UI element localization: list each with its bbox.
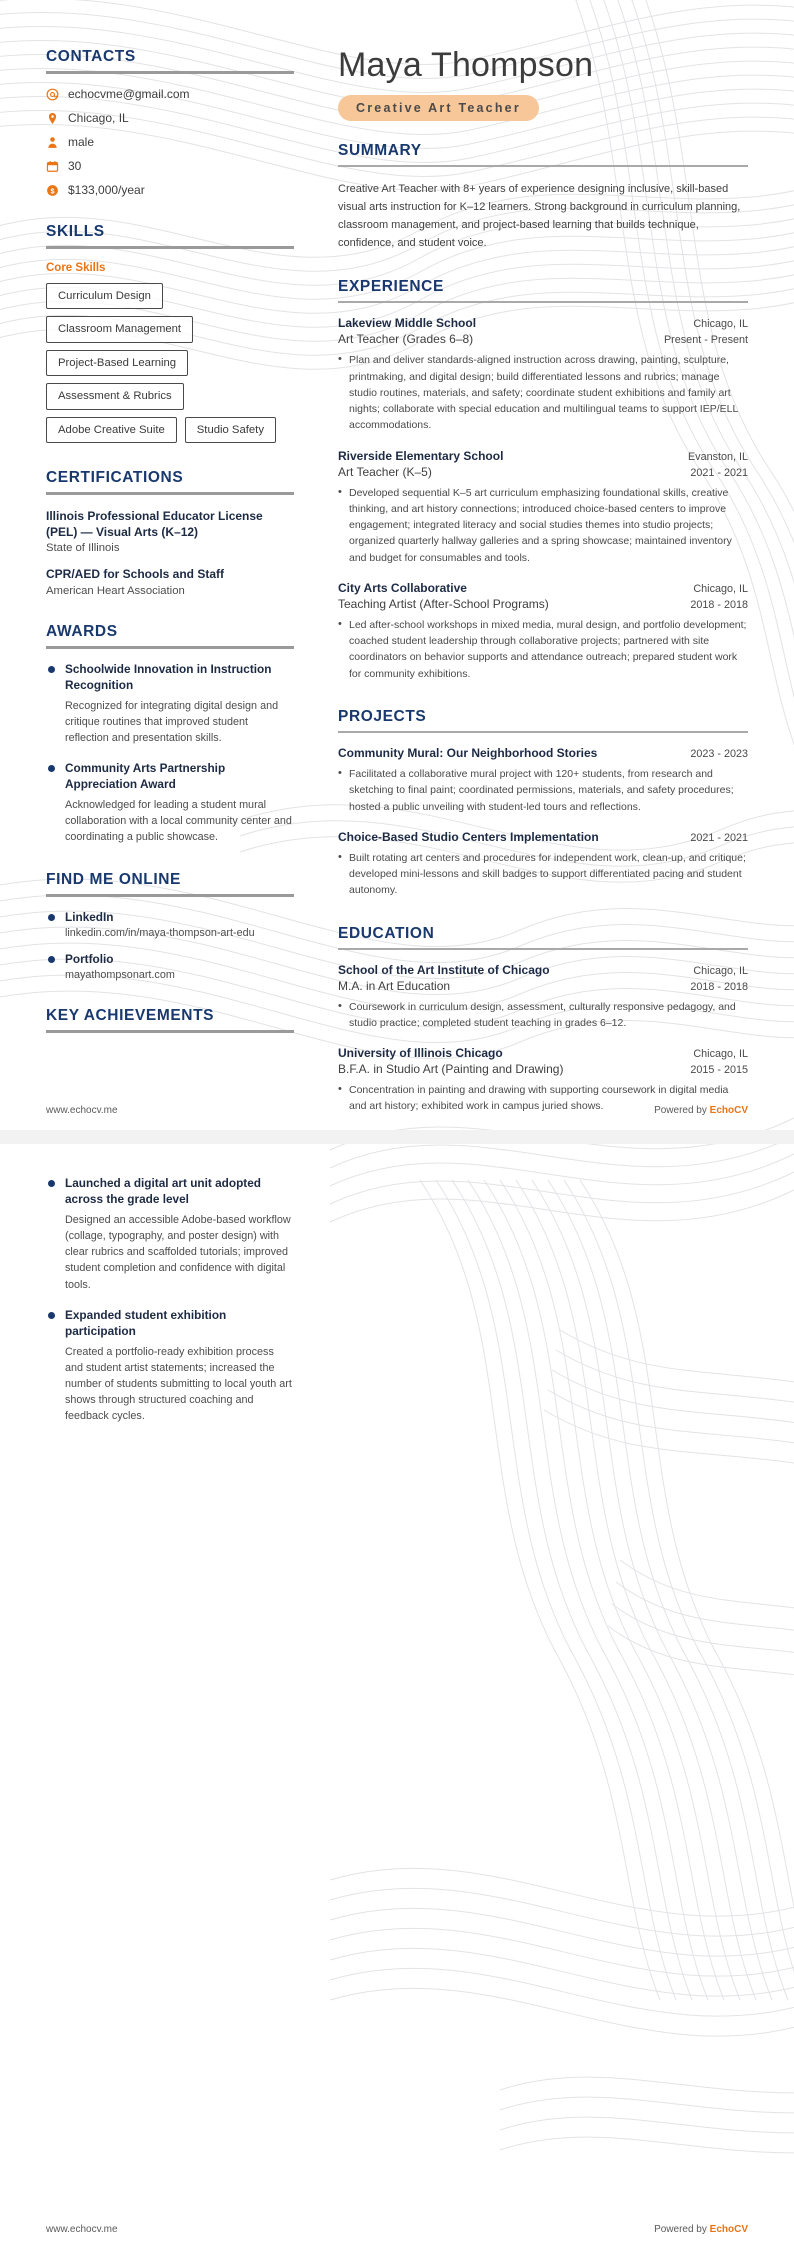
- projects-heading: PROJECTS: [338, 707, 427, 725]
- project-bullet: • Facilitated a collaborative mural project with 120+ students, from research and sketching to final paint; coordinated permissions, materials, and safety procedures; hosted a public unveiling with student-led tours and reflections.: [338, 766, 748, 815]
- experience-role: Art Teacher (K–5): [338, 464, 432, 479]
- key-achievement-title: Launched a digital art unit adopted across the grade level: [65, 1176, 261, 1206]
- contacts-section: [46, 48, 294, 197]
- experience-location: Chicago, IL: [693, 318, 748, 331]
- awards-section: [46, 623, 294, 846]
- project-date: 2023 - 2023: [690, 747, 748, 760]
- experience-bullets: [338, 352, 748, 433]
- certification-name: CPR/AED for Schools and Staff: [46, 567, 225, 582]
- experience-heading: EXPERIENCE: [338, 278, 444, 296]
- skill-tag[interactable]: Classroom Management: [46, 316, 193, 342]
- find-me-online-heading: FIND ME ONLINE: [46, 871, 181, 889]
- certification-item: [46, 566, 294, 596]
- key-achievement-item: [46, 1308, 294, 1425]
- education-heading: EDUCATION: [338, 924, 435, 942]
- contact-gender-value: male: [68, 135, 95, 149]
- education-bullets: [338, 999, 748, 1032]
- experience-entry: [338, 449, 748, 566]
- online-profile-name: LinkedIn: [65, 910, 114, 925]
- education-school: School of the Art Institute of Chicago: [338, 962, 550, 977]
- award-title: Schoolwide Innovation in Instruction Recognition: [65, 661, 272, 692]
- skills-heading: SKILLS: [46, 223, 105, 240]
- summary-heading: SUMMARY: [338, 141, 422, 159]
- location-pin-icon: [46, 112, 59, 125]
- education-date: 2018 - 2018: [690, 980, 748, 993]
- footer-powered-by: [654, 1105, 748, 1116]
- footer-powered-prefix: Powered by: [654, 1105, 710, 1116]
- certification-name: Illinois Professional Educator License (PEL) — Visual Arts (K–12): [46, 509, 263, 540]
- education-school: University of Illinois Chicago: [338, 1046, 503, 1061]
- bullet-dot-icon: [48, 1180, 55, 1187]
- contacts-heading: CONTACTS: [46, 48, 136, 65]
- summary-section: [338, 142, 748, 253]
- certification-org: State of Illinois: [46, 542, 120, 555]
- section-divider: [46, 646, 294, 649]
- footer-powered-prefix: Powered by: [654, 2224, 710, 2235]
- bullet-dot-icon: [48, 1312, 55, 1319]
- experience-date: 2021 - 2021: [690, 466, 748, 479]
- page-title: Maya Thompson: [338, 46, 594, 84]
- certification-item: [46, 508, 294, 554]
- salary-coin-icon: [46, 184, 59, 197]
- award-description: Acknowledged for leading a student mural collaboration with a local community center and coordinating a public showcase.: [65, 798, 292, 844]
- experience-bullet: • Plan and deliver standards-aligned instruction across drawing, painting, sculpture, printmaking, and digital design; build differentiated lessons and rubrics; manage studio routines, materials, and safety; coordinate student exhibitions and family art nights; collaborate with special education and multilingual teams to support IEP/ELL accommodations.: [338, 352, 748, 433]
- experience-organization: City Arts Collaborative: [338, 580, 467, 595]
- footer-brand-name: EchoCV: [709, 2224, 748, 2235]
- education-bullet: • Concentration in painting and drawing with supporting coursework in digital media and art history; exhibited work in campus juried shows.: [338, 1082, 748, 1115]
- skills-section: [46, 223, 294, 443]
- find-me-online-section: [46, 871, 294, 981]
- bullet-dot-icon: [48, 956, 55, 963]
- project-name: Community Mural: Our Neighborhood Stories: [338, 745, 598, 760]
- footer-powered-by: [654, 2224, 748, 2235]
- award-item: [46, 761, 294, 845]
- projects-section: [338, 708, 748, 899]
- education-section: [338, 925, 748, 1115]
- svg-text:$: $: [50, 185, 55, 195]
- section-divider: [46, 246, 294, 249]
- online-profile-linkedin[interactable]: [46, 910, 294, 939]
- skills-tag-list: [46, 283, 294, 443]
- education-location: Chicago, IL: [693, 964, 748, 977]
- key-achievement-description: Designed an accessible Adobe-based workflow (collage, typography, and poster design) with clear rubrics and scaffolded tutorials; improved student completion and confidence with digital tools.: [65, 1213, 291, 1291]
- key-achievement-item: [46, 1176, 294, 1293]
- key-achievement-title: Expanded student exhibition participation: [65, 1307, 227, 1338]
- section-divider: [46, 492, 294, 495]
- online-profile-name: Portfolio: [65, 952, 114, 967]
- experience-location: Evanston, IL: [687, 450, 748, 463]
- experience-date: 2018 - 2018: [690, 598, 748, 611]
- certifications-heading: CERTIFICATIONS: [46, 469, 184, 487]
- online-profile-url[interactable]: mayathompsonart.com: [65, 969, 175, 982]
- experience-organization: Riverside Elementary School: [338, 448, 504, 463]
- experience-bullet: • Developed sequential K–5 art curriculum emphasizing foundational skills, creative thinking, and art history connections; introduced choice-based centers to improve engagement; integrated literacy and social studies themes into studio projects; organized quarterly hallway galleries and a spring showcase; maintained inventory and budget for consumables and tools.: [338, 485, 748, 566]
- sidebar: [46, 48, 316, 1105]
- skill-tag[interactable]: Assessment & Rubrics: [46, 383, 184, 409]
- person-icon: [46, 136, 59, 149]
- education-date: 2015 - 2015: [690, 1064, 748, 1077]
- experience-entry: [338, 316, 748, 433]
- online-profile-portfolio[interactable]: [46, 952, 294, 981]
- summary-text: Creative Art Teacher with 8+ years of experience designing inclusive, skill-based visual arts instruction for K–12 learners. Strong background in curriculum planning, classroom management, and project-based learning that builds technique, confidence, and student voice.: [338, 182, 741, 250]
- section-divider: [46, 1030, 294, 1033]
- project-name: Choice-Based Studio Centers Implementation: [338, 829, 599, 844]
- section-divider: [338, 948, 748, 950]
- footer-brand-name: EchoCV: [709, 1105, 748, 1116]
- footer-site-url[interactable]: www.echocv.me: [46, 1105, 118, 1116]
- project-bullet: • Built rotating art centers and procedures for independent work, clean-up, and critique; developed mini-lessons and skill badges to support differentiated pacing and student autonomy.: [338, 850, 748, 899]
- skill-tag[interactable]: Curriculum Design: [46, 283, 163, 309]
- award-title: Community Arts Partnership Appreciation Award: [65, 761, 226, 791]
- contact-location: [46, 111, 294, 125]
- experience-bullets: [338, 617, 748, 682]
- experience-bullets: [338, 485, 748, 566]
- section-divider: [338, 301, 748, 303]
- calendar-icon: [46, 160, 59, 173]
- section-divider: [46, 71, 294, 74]
- experience-date: Present - Present: [663, 334, 748, 347]
- contact-email[interactable]: [46, 87, 294, 101]
- experience-bullet: • Led after-school workshops in mixed media, mural design, and portfolio development; coached student leadership through collaborative projects; partnered with site coordinators on behavior supports and attendance outreach; prepared student work for community exhibitions.: [338, 617, 748, 682]
- project-entry: [338, 746, 748, 815]
- bullet-dot-icon: [48, 914, 55, 921]
- section-divider: [338, 731, 748, 733]
- contact-age: [46, 159, 294, 173]
- project-bullets: [338, 766, 748, 815]
- certification-org: American Heart Association: [46, 584, 185, 597]
- education-location: Chicago, IL: [693, 1048, 748, 1061]
- contact-age-value: 30: [68, 159, 82, 173]
- education-degree: B.F.A. in Studio Art (Painting and Drawing): [338, 1062, 564, 1077]
- key-achievements-heading: KEY ACHIEVEMENTS: [46, 1007, 215, 1025]
- experience-section: [338, 278, 748, 682]
- job-title-badge: Creative Art Teacher: [338, 95, 539, 121]
- education-degree: M.A. in Art Education: [338, 978, 451, 993]
- contact-location-value: Chicago, IL: [68, 111, 129, 125]
- bullet-dot-icon: [48, 765, 55, 772]
- core-skills-label: Core Skills: [46, 262, 106, 274]
- bullet-dot-icon: [48, 666, 55, 673]
- key-achievements-section: [46, 1007, 294, 1033]
- experience-entry: [338, 581, 748, 682]
- award-item: [46, 662, 294, 746]
- education-bullet: • Coursework in curriculum design, assessment, culturally responsive pedagogy, and studio practice; completed student teaching in grades 6–12.: [338, 999, 748, 1032]
- award-description: Recognized for integrating digital design and critique routines that improved student reflection and presentation skills.: [65, 699, 279, 744]
- email-icon: [46, 88, 59, 101]
- awards-heading: AWARDS: [46, 622, 118, 640]
- experience-role: Teaching Artist (After-School Programs): [338, 596, 549, 611]
- footer-site-url[interactable]: www.echocv.me: [46, 2224, 118, 2235]
- section-divider: [46, 894, 294, 897]
- contact-salary: [46, 183, 294, 197]
- resume-page-2: [0, 1144, 794, 2224]
- education-entry: [338, 963, 748, 1032]
- project-date: 2021 - 2021: [690, 831, 748, 844]
- page-break-divider: [0, 1130, 794, 1144]
- skill-tag[interactable]: Project-Based Learning: [46, 350, 188, 376]
- sidebar-continued: [46, 1176, 316, 1425]
- experience-role: Art Teacher (Grades 6–8): [338, 332, 474, 347]
- key-achievement-description: Created a portfolio-ready exhibition process and student artist statements; increased the number of students submitting to local youth art shows through structured coaching and feedback cycles.: [65, 1345, 292, 1423]
- page-footer: [0, 1105, 794, 1130]
- contact-email-value: echocvme@gmail.com: [68, 87, 190, 101]
- section-divider: [338, 165, 748, 167]
- contact-salary-value: $133,000/year: [68, 183, 145, 197]
- skill-tag[interactable]: Studio Safety: [185, 417, 276, 443]
- experience-location: Chicago, IL: [693, 582, 748, 595]
- certifications-section: [46, 469, 294, 597]
- page-footer: [0, 2224, 794, 2253]
- contact-gender: [46, 135, 294, 149]
- online-profile-url[interactable]: linkedin.com/in/maya-thompson-art-edu: [65, 927, 255, 940]
- experience-organization: Lakeview Middle School: [338, 316, 477, 331]
- project-bullets: [338, 850, 748, 899]
- skill-tag[interactable]: Adobe Creative Suite: [46, 417, 177, 443]
- project-entry: [338, 830, 748, 899]
